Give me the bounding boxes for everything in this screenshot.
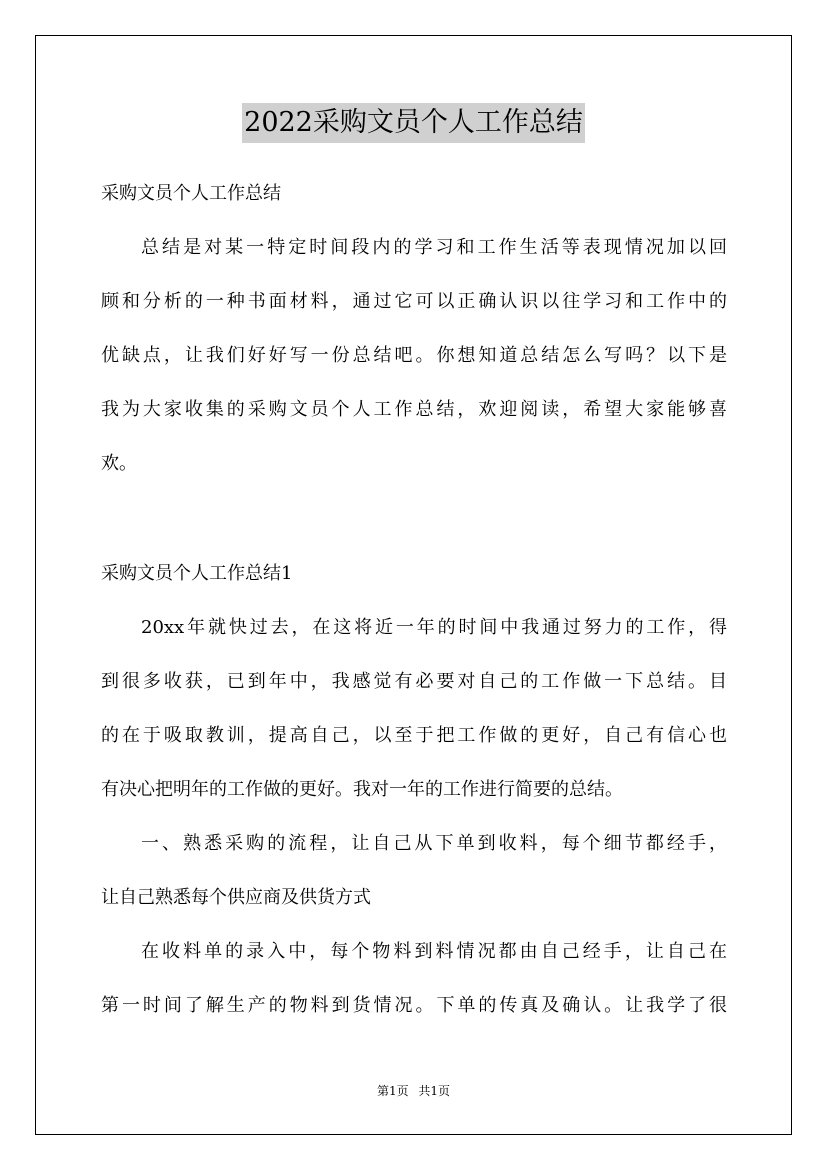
page-number-total: 共1页 (418, 1084, 451, 1098)
intro-line-4: 我为大家收集的采购文员个人工作总结，欢迎阅读，希望大家能够喜 (101, 399, 727, 420)
section-line-7: 在收料单的录入中，每个物料到料情况都由自己经手，让自己在 (141, 941, 727, 962)
section-line-1: 20xx年就快过去，在这将近一年的时间中我通过努力的工作，得 (141, 617, 727, 638)
intro-line-3: 优缺点，让我们好好写一份总结吧。你想知道总结怎么写吗？以下是 (101, 345, 727, 366)
section-line-4: 有决心把明年的工作做的更好。我对一年的工作进行简要的总结。 (101, 779, 623, 800)
section-line-5: 一、熟悉采购的流程，让自己从下单到收料，每个细节都经手， (141, 833, 727, 854)
section-line-8: 第一时间了解生产的物料到货情况。下单的传真及确认。让我学了很 (101, 995, 727, 1016)
page-footer (0, 1083, 827, 1099)
section-line-6: 让自己熟悉每个供应商及供货方式 (101, 887, 371, 908)
section-line-3: 的在于吸取教训，提高自己，以至于把工作做的更好，自己有信心也 (101, 725, 727, 746)
section-line-2: 到很多收获，已到年中，我感觉有必要对自己的工作做一下总结。目 (101, 671, 727, 692)
intro-line-5: 欢。 (101, 453, 137, 474)
section-heading: 采购文员个人工作总结1 (101, 563, 293, 584)
document-subtitle: 采购文员个人工作总结 (101, 183, 281, 204)
document-title: 2022采购文员个人工作总结 (242, 103, 585, 143)
intro-line-2: 顾和分析的一种书面材料，通过它可以正确认识以往学习和工作中的 (101, 291, 727, 312)
title-container (0, 103, 827, 143)
page-number-current: 第1页 (376, 1084, 409, 1098)
intro-line-1: 总结是对某一特定时间段内的学习和工作生活等表现情况加以回 (141, 237, 727, 258)
